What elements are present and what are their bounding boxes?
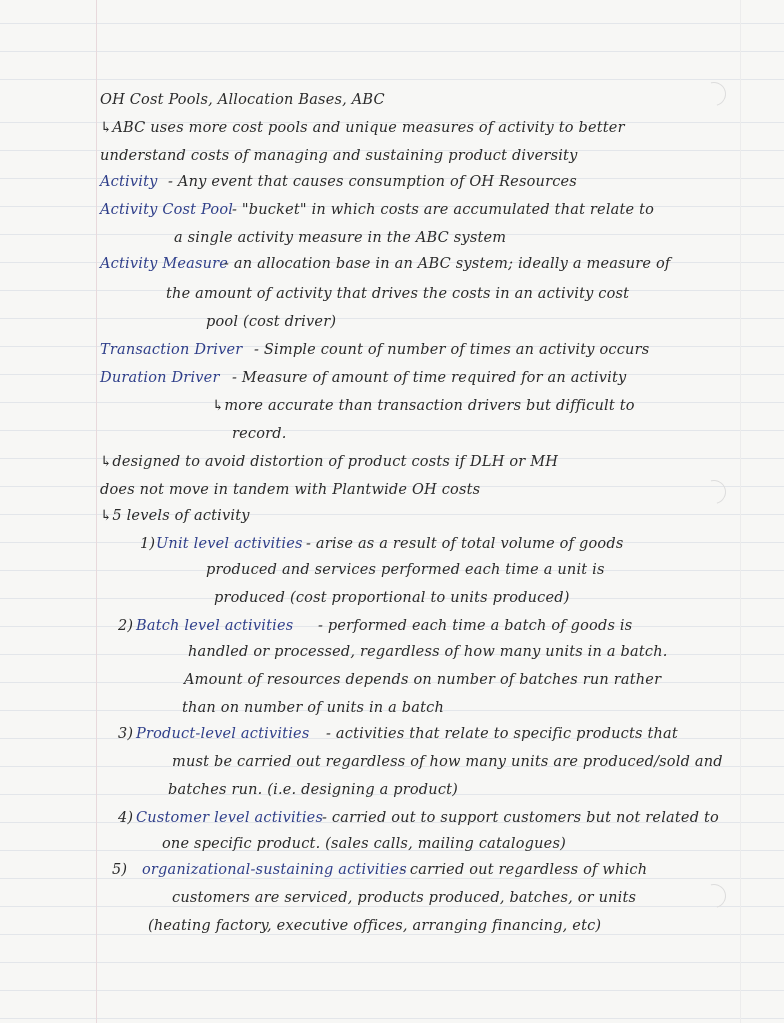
note-line: the amount of activity that drives the costs in an activity cost: [166, 286, 630, 302]
term-label: Activity: [100, 174, 158, 190]
note-line: - arise as a result of total volume of goods: [306, 536, 624, 552]
punch-hole-icon: [698, 880, 731, 913]
note-line: ↳designed to avoid distortion of product costs if DLH or MH: [100, 454, 559, 470]
punch-hole-icon: [698, 476, 731, 509]
note-line: - Simple count of number of times an activity occurs: [254, 342, 650, 358]
note-line: (heating factory, executive offices, arranging financing, etc): [148, 918, 602, 934]
note-line: 2): [118, 618, 134, 634]
note-line: - performed each time a batch of goods is: [318, 618, 633, 634]
note-line: produced (cost proportional to units produced): [214, 590, 570, 606]
note-line: produced and services performed each time a unit is: [206, 562, 605, 578]
note-line: understand costs of managing and sustaining product diversity: [100, 148, 578, 164]
note-line: handled or processed, regardless of how many units in a batch.: [188, 644, 668, 660]
note-line: 5): [112, 862, 128, 878]
note-line: pool (cost driver): [206, 314, 337, 330]
note-line: one specific product. (sales calls, mailing catalogues): [162, 836, 566, 852]
margin-line: [96, 0, 97, 1023]
term-label: Batch level activities: [136, 618, 294, 634]
term-label: Transaction Driver: [100, 342, 243, 358]
term-label: Customer level activities: [136, 810, 324, 826]
note-line: - "bucket" in which costs are accumulated that relate to: [232, 202, 655, 218]
term-label: Duration Driver: [100, 370, 220, 386]
note-line: ↳5 levels of activity: [100, 508, 250, 524]
note-line: must be carried out regardless of how many units are produced/sold and: [172, 754, 723, 770]
note-line: ↳ABC uses more cost pools and unique measures of activity to better: [100, 120, 625, 136]
note-line: than on number of units in a batch: [182, 700, 445, 716]
note-line: - carried out regardless of which: [400, 862, 648, 878]
note-line: ↳more accurate than transaction drivers but difficult to: [212, 398, 635, 414]
note-line: Amount of resources depends on number of batches run rather: [184, 672, 662, 688]
note-line: - Any event that causes consumption of OH Resources: [168, 174, 577, 190]
note-line: 1): [140, 536, 156, 552]
note-line: customers are serviced, products produced, batches, or units: [172, 890, 637, 906]
punch-hole-icon: [698, 78, 731, 111]
note-line: record.: [232, 426, 287, 442]
note-line: batches run. (i.e. designing a product): [168, 782, 459, 798]
term-label: Unit level activities: [156, 536, 303, 552]
term-label: Product-level activities: [136, 726, 310, 742]
note-line: OH Cost Pools, Allocation Bases, ABC: [100, 92, 385, 108]
term-label: Activity Measure: [100, 256, 229, 272]
note-line: a single activity measure in the ABC system: [174, 230, 507, 246]
right-rule: [740, 0, 741, 1023]
note-line: 3): [118, 726, 134, 742]
term-label: organizational-sustaining activities: [142, 862, 407, 878]
note-line: - Measure of amount of time required for an activity: [232, 370, 627, 386]
note-line: - activities that relate to specific products that: [326, 726, 678, 742]
note-line: 4): [118, 810, 134, 826]
term-label: Activity Cost Pool: [100, 202, 234, 218]
note-line: does not move in tandem with Plantwide OH costs: [100, 482, 481, 498]
note-line: - an allocation base in an ABC system; ideally a measure of: [224, 256, 671, 272]
note-line: - carried out to support customers but not related to: [322, 810, 719, 826]
